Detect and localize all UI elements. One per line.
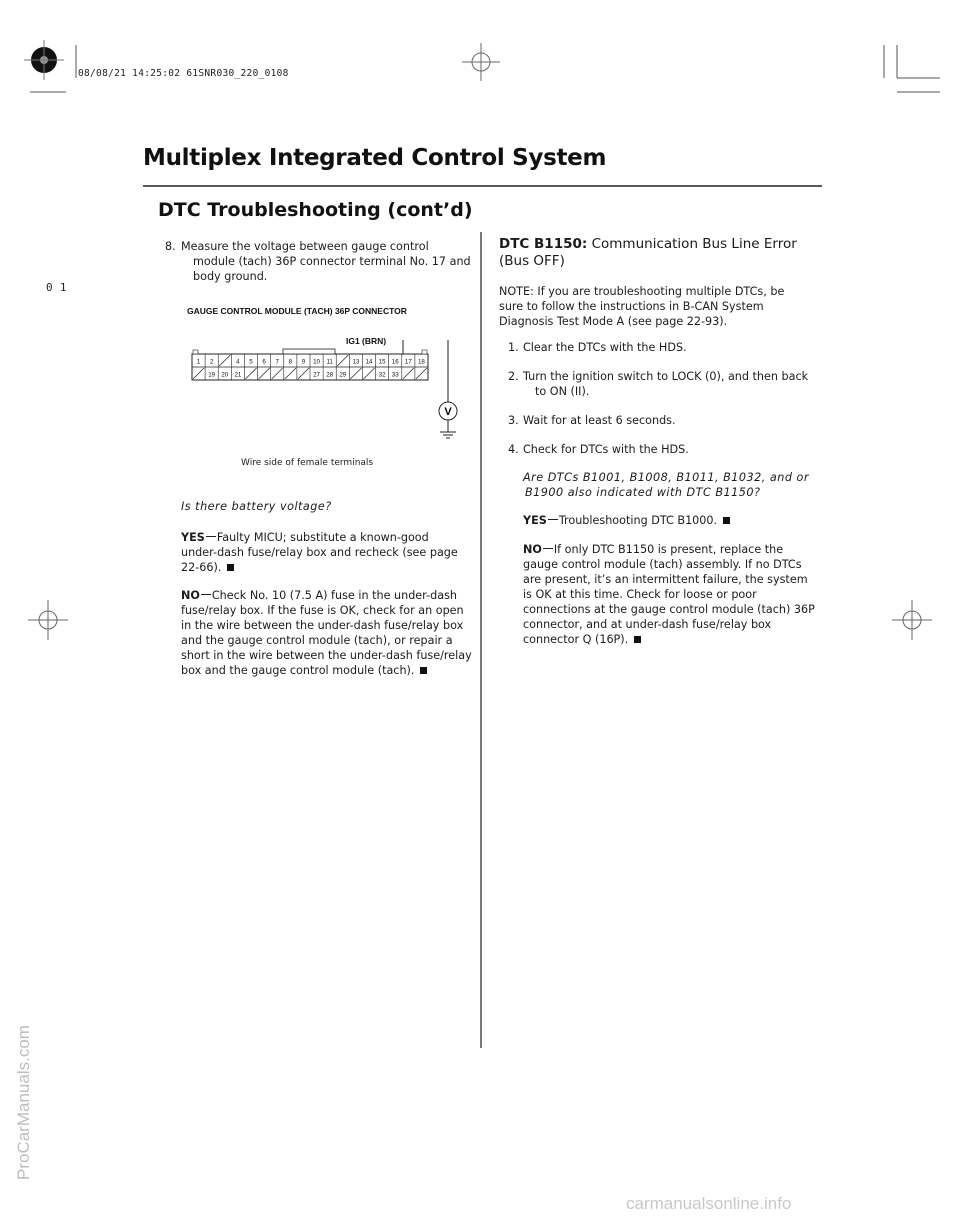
step-line: Check for DTCs with the HDS. <box>523 443 689 456</box>
no-label: NO <box>181 589 200 602</box>
bottom-terminal-33: 33 <box>391 371 399 379</box>
end-mark-icon <box>634 636 641 643</box>
top-terminal-9: 9 <box>301 358 306 366</box>
list-item <box>508 340 820 355</box>
dtc-title-cont: (Bus OFF) <box>499 253 565 269</box>
step-line: module (tach) 36P connector terminal No. 17 and <box>193 255 471 268</box>
top-terminal-2: 2 <box>209 358 214 366</box>
no-label: NO <box>523 543 542 556</box>
note-line: Diagnosis Test Mode A (see page 22-93). <box>499 315 728 328</box>
answer-line: Faulty MICU; substitute a known-good <box>216 531 429 544</box>
bottom-terminal-28: 28 <box>326 371 334 379</box>
bottom-terminal-29: 29 <box>339 371 347 379</box>
answer-no-right <box>523 542 823 647</box>
bottom-watermark: carmanualsonline.info <box>626 1194 792 1213</box>
step-number: 1. <box>508 341 519 354</box>
answer-line: If only DTC B1150 is present, replace the <box>553 543 784 556</box>
bottom-terminal-20: 20 <box>221 371 229 379</box>
top-terminal-15: 15 <box>378 358 386 366</box>
list-item <box>508 413 820 428</box>
margin-mark: 0 1 <box>46 281 67 294</box>
step-line: Clear the DTCs with the HDS. <box>523 341 687 354</box>
dtc-title: Communication Bus Line Error <box>591 236 797 252</box>
dash-icon <box>548 519 558 520</box>
bottom-terminal-19: 19 <box>208 371 216 379</box>
end-mark-icon <box>227 564 234 571</box>
step-line: body ground. <box>193 270 268 283</box>
answer-line: are present, it’s an intermittent failure, the system <box>523 573 808 586</box>
bottom-terminal-21: 21 <box>234 371 242 379</box>
top-terminal-4: 4 <box>236 358 240 366</box>
registration-target-icon <box>24 40 64 80</box>
answer-line: in the wire between the under-dash fuse/relay box <box>181 619 464 632</box>
step-number: 2. <box>508 370 519 383</box>
answer-line: is OK at this time. Check for loose or poor <box>523 588 757 601</box>
dtc-code: DTC B1150: <box>499 236 588 252</box>
step-line: Wait for at least 6 seconds. <box>523 414 676 427</box>
bottom-terminal-27: 27 <box>313 371 321 379</box>
yes-label: YES <box>181 531 205 544</box>
step-line: Measure the voltage between gauge control <box>181 240 429 253</box>
question-line: B1900 also indicated with DTC B1150? <box>525 486 761 499</box>
bottom-terminal-32: 32 <box>378 371 386 379</box>
question-left: Is there battery voltage? <box>181 500 332 513</box>
end-mark-icon <box>420 667 427 674</box>
top-terminal-6: 6 <box>262 358 266 366</box>
answer-line: under-dash fuse/relay box and recheck (see page <box>181 546 458 559</box>
top-terminal-7: 7 <box>275 358 279 366</box>
top-terminal-11: 11 <box>326 358 333 366</box>
answer-line: 22-66). <box>181 561 222 574</box>
top-terminal-17: 17 <box>404 358 412 366</box>
wire-label: IG1 (BRN) <box>346 336 387 346</box>
crosshair-icon <box>892 600 932 640</box>
dash-icon <box>201 594 211 595</box>
page-title: Multiplex Integrated Control System <box>143 145 607 171</box>
steps-list <box>508 340 820 457</box>
step-8-text <box>181 239 481 284</box>
answer-line: connections at the gauge control module (tach) 36P <box>523 603 815 616</box>
diagram-title: GAUGE CONTROL MODULE (TACH) 36P CONNECTOR <box>187 306 407 316</box>
answer-line: box and the gauge control module (tach). <box>181 664 415 677</box>
list-item <box>508 369 820 399</box>
answer-line: fuse/relay box. If the fuse is OK, check for an open <box>181 604 464 617</box>
step-number: 3. <box>508 414 519 427</box>
answer-line: Check No. 10 (7.5 A) fuse in the under-dash <box>211 589 457 602</box>
answer-line: gauge control module (tach) assembly. If no DTCs <box>523 558 802 571</box>
side-watermark: ProCarManuals.com <box>14 1025 33 1180</box>
end-mark-icon <box>723 517 730 524</box>
crosshair-icon <box>462 43 500 81</box>
step-line: to ON (II). <box>535 385 590 398</box>
top-terminal-14: 14 <box>365 358 373 366</box>
dash-icon <box>206 536 216 537</box>
top-terminal-16: 16 <box>391 358 399 366</box>
top-terminal-10: 10 <box>313 358 321 366</box>
note-line: sure to follow the instructions in B-CAN System <box>499 300 764 313</box>
yes-label: YES <box>523 514 547 527</box>
ground-icon <box>440 432 456 438</box>
top-terminal-5: 5 <box>249 358 253 366</box>
print-stamp: 08/08/21 14:25:02 61SNR030_220_0108 <box>78 68 289 79</box>
answer-line: connector, and at under-dash fuse/relay box <box>523 618 772 631</box>
answer-yes-right <box>523 513 730 528</box>
list-item <box>508 442 820 457</box>
answer-line: connector Q (16P). <box>523 633 629 646</box>
crosshair-icon <box>28 600 68 640</box>
answer-line: Troubleshooting DTC B1000. <box>558 514 718 527</box>
question-line: Are DTCs B1001, B1008, B1011, B1032, and or <box>523 471 809 484</box>
step-8 <box>165 239 176 254</box>
dash-icon <box>543 548 553 549</box>
answer-no-left <box>181 588 476 678</box>
top-terminal-18: 18 <box>417 358 425 366</box>
diagram-caption: Wire side of female terminals <box>241 458 374 468</box>
dtc-heading <box>499 236 797 270</box>
step-number: 8. <box>165 240 176 253</box>
top-terminal-13: 13 <box>352 358 360 366</box>
step-line: Turn the ignition switch to LOCK (0), and then back <box>523 370 809 383</box>
answer-line: short in the wire between the under-dash fuse/relay <box>181 649 472 662</box>
question-right <box>523 470 823 500</box>
connector-lock-tab <box>283 349 335 354</box>
voltmeter-icon <box>439 402 457 432</box>
answer-line: and the gauge control module (tach), or repair a <box>181 634 453 647</box>
top-terminal-8: 8 <box>288 358 293 366</box>
note <box>499 284 819 329</box>
note-line: NOTE: If you are troubleshooting multiple DTCs, be <box>499 285 785 298</box>
meter-symbol: V <box>444 406 452 418</box>
top-terminal-1: 1 <box>196 358 201 366</box>
answer-yes-left <box>181 530 473 575</box>
section-subtitle: DTC Troubleshooting (cont’d) <box>158 199 473 221</box>
step-number: 4. <box>508 443 519 456</box>
